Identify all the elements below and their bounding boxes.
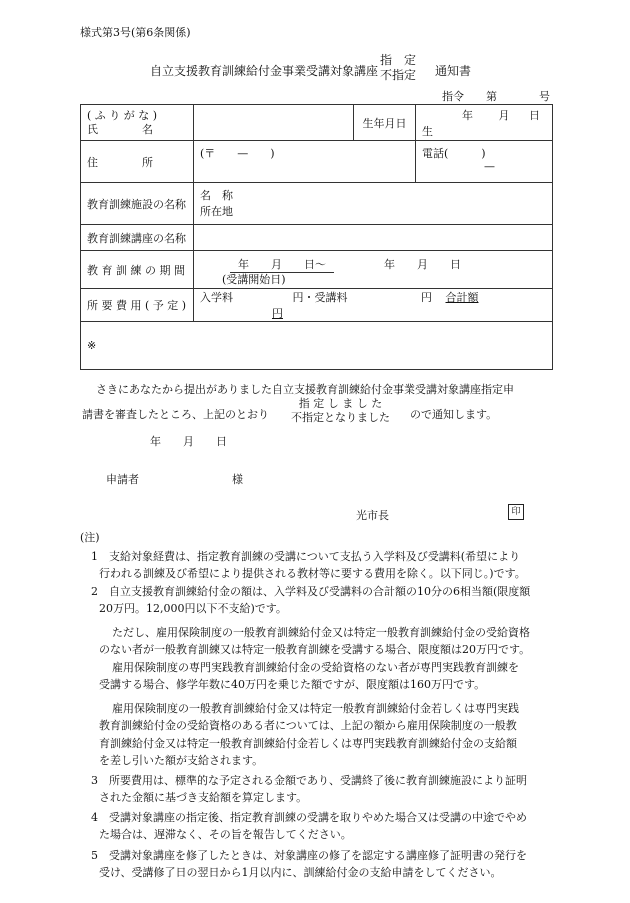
- notice-date: 年 月 日: [150, 435, 227, 448]
- period-value[interactable]: [194, 251, 553, 289]
- title-option-not-designated: 不指定: [380, 68, 417, 82]
- info-table: [80, 104, 553, 370]
- cost-row: [81, 289, 553, 322]
- note-2f: 受講する場合、修学年数に40万円を乗じた額ですが、限度額は160万円です。: [99, 678, 486, 691]
- facility-row: [81, 183, 553, 225]
- note-2e: 雇用保険制度の専門実践教育訓練給付金の受給資格のない者が専門実践教育訓練を: [112, 661, 519, 674]
- facility-value[interactable]: [194, 183, 553, 225]
- phone-label: 電話( ): [422, 147, 486, 160]
- remarks-value: ※: [81, 322, 553, 370]
- body-line-1: さきにあなたから提出がありました自立支援教育訓練給付金事業受講対象講座指定申: [96, 383, 514, 396]
- document-title: [150, 53, 472, 82]
- total-amount: 合計額円: [272, 291, 479, 320]
- note-2a: 2 自立支援教育訓練給付金の額は、入学料及び受講料の合計額の10分の6相当額(限度額: [91, 585, 531, 598]
- note-3b: された金額に基づき支給額を算定します。: [99, 791, 308, 804]
- cost-value[interactable]: [194, 289, 553, 322]
- title-option-designated: 指 定: [380, 53, 417, 67]
- note-2d: のない者が一般教育訓練又は特定一般教育訓練を受講する場合、限度額は20万円です。: [99, 643, 531, 656]
- facility-label: 教育訓練施設の名称: [81, 183, 194, 225]
- phone-dash: —: [484, 160, 495, 173]
- cost-label: 所 要 費 用 ( 予 定 ): [81, 289, 194, 322]
- furigana-label: ( ふ り が な ): [87, 108, 158, 122]
- address-row: [81, 141, 553, 183]
- note-1b: 行われる訓練及び希望により提供される教材等に要する費用を除く。以下同じ。)です。: [99, 567, 526, 580]
- title-prefix: 自立支援教育訓練給付金事業受講対象講座: [150, 64, 379, 78]
- seal-icon: 印: [508, 504, 524, 520]
- note-2i: 育訓練給付金又は特定一般教育訓練給付金若しくは専門実践教育訓練給付金の支給額: [99, 737, 517, 750]
- note-2g: 雇用保険制度の一般教育訓練給付金又は特定一般教育訓練給付金若しくは専門実践: [112, 702, 519, 715]
- body-option-not-designated: 不指定となりました: [291, 411, 390, 424]
- period-label: 教 育 訓 練 の 期 間: [81, 251, 194, 289]
- note-5a: 5 受講対象講座を修了したときは、対象講座の修了を認定する講座修了証明書の発行を: [91, 849, 527, 862]
- facility-location-label: 所在地: [200, 204, 233, 218]
- period-start: 年 月 日〜: [230, 256, 334, 273]
- postal-code: (〒 — ): [200, 147, 275, 160]
- note-3a: 3 所要費用は、標準的な予定される金額であり、受講終了後に教育訓練施設により証明: [91, 774, 527, 787]
- period-start-note: (受講開始日): [222, 272, 286, 286]
- birth-label: 生年月日: [354, 105, 416, 141]
- mayor-label: 光市長: [356, 509, 389, 522]
- name-label-cell: [81, 105, 194, 141]
- course-label: 教育訓練講座の名称: [81, 225, 194, 251]
- address-value[interactable]: [194, 141, 416, 183]
- note-4b: た場合は、遅滞なく、その旨を報告してください。: [99, 828, 352, 841]
- tuition-yen: 円: [421, 291, 432, 304]
- period-end: 年 月 日: [384, 257, 461, 271]
- form-number: 様式第3号(第6条関係): [80, 26, 191, 39]
- note-5b: 受け、受講修了日の翌日から1月以内に、訓練給付金の支給申請をしてください。: [99, 866, 502, 879]
- body-line-2: [82, 406, 269, 422]
- period-row: [81, 251, 553, 289]
- note-4a: 4 受講対象講座の指定後、指定教育訓練の受講を取りやめた場合又は受講の中途でやめ: [91, 811, 527, 824]
- entrance-fee-label: 入学料: [200, 291, 233, 304]
- body-line-2-prefix: 請書を審査したところ、上記のとおり: [82, 408, 269, 421]
- title-suffix: 通知書: [435, 64, 472, 78]
- body-option-stack: [291, 397, 390, 425]
- course-row: [81, 225, 553, 251]
- facility-name-label: 名 称: [200, 188, 233, 202]
- note-2h: 教育訓練給付金の受給資格のある者については、上記の額から雇用保険制度の一般教: [99, 719, 517, 732]
- body-option-designated: 指 定 し ま し た: [298, 397, 383, 410]
- name-value[interactable]: [194, 105, 354, 141]
- note-2c: ただし、雇用保険制度の一般教育訓練給付金又は特定一般教育訓練給付金の受給資格: [112, 626, 530, 639]
- birth-value[interactable]: 年 月 日生: [416, 105, 553, 141]
- title-option-stack: [380, 53, 416, 83]
- directive-number: 指令 第 号: [442, 90, 550, 103]
- phone-value[interactable]: [416, 141, 553, 183]
- note-2b: 20万円。12,000円以下不支給)です。: [99, 602, 287, 615]
- course-value[interactable]: [194, 225, 553, 251]
- applicant-label: 申請者: [106, 473, 139, 486]
- tuition-label: 円・受講料: [292, 291, 348, 304]
- name-row: [81, 105, 553, 141]
- note-2j: を差し引いた額が支給されます。: [99, 754, 264, 767]
- note-1a: 1 支給対象経費は、指定教育訓練の受講について支払う入学料及び受講料(希望により: [91, 550, 521, 563]
- body-line-2-suffix: ので通知します。: [410, 408, 498, 421]
- address-label: 住 所: [81, 141, 194, 183]
- applicant-sama: 様: [232, 473, 243, 486]
- remarks-row: [81, 322, 553, 370]
- name-label: 氏 名: [87, 122, 153, 136]
- notes-heading: (注): [80, 531, 100, 544]
